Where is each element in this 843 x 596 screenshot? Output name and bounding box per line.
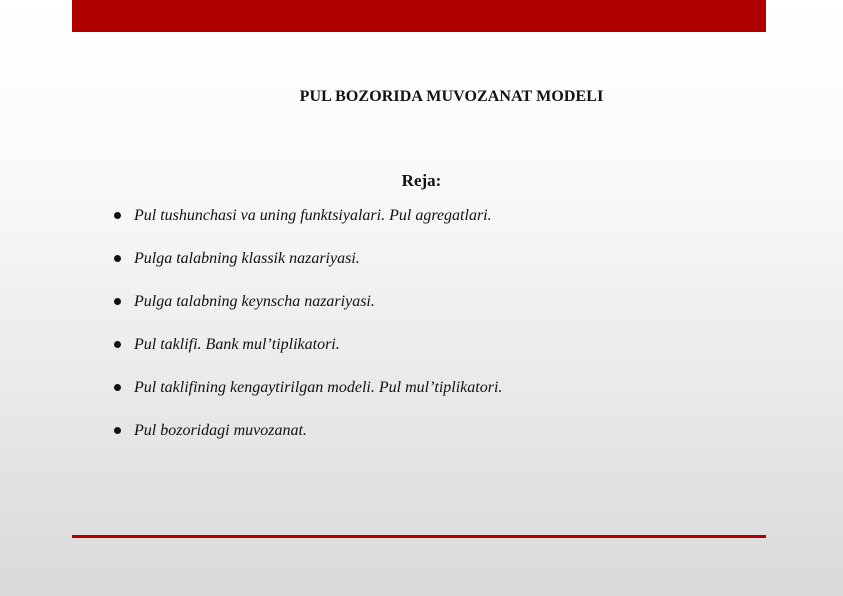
bullet-icon (114, 427, 121, 434)
top-accent-bar (72, 0, 766, 32)
page-title: PUL BOZORIDA MUVOZANAT MODELI (299, 88, 604, 105)
bullet-icon (114, 212, 121, 219)
list-item (114, 332, 502, 375)
list-item-text: Pul tushunchasi va uning funktsiyalari. Pul agregatlari. (134, 207, 492, 224)
list-item-text: Pulga talabning klassik nazariyasi. (134, 250, 360, 267)
bottom-divider (72, 535, 766, 538)
list-item (114, 289, 502, 332)
list-item (114, 375, 502, 418)
list-item (114, 203, 502, 246)
plan-list (114, 203, 502, 461)
list-item-text: Pulga talabning keynscha nazariyasi. (134, 293, 375, 310)
list-item-text: Pul bozoridagi muvozanat. (134, 422, 307, 439)
list-item (114, 246, 502, 289)
bullet-icon (114, 384, 121, 391)
list-item-text: Pul taklifining kengaytirilgan modeli. Pul mulʼtiplikatori. (134, 379, 503, 396)
plan-heading: Reja: (401, 171, 442, 190)
list-item-text: Pul taklifi. Bank mulʼtiplikatori. (134, 336, 340, 353)
list-item (114, 418, 502, 461)
bullet-icon (114, 255, 121, 262)
bullet-icon (114, 298, 121, 305)
bullet-icon (114, 341, 121, 348)
